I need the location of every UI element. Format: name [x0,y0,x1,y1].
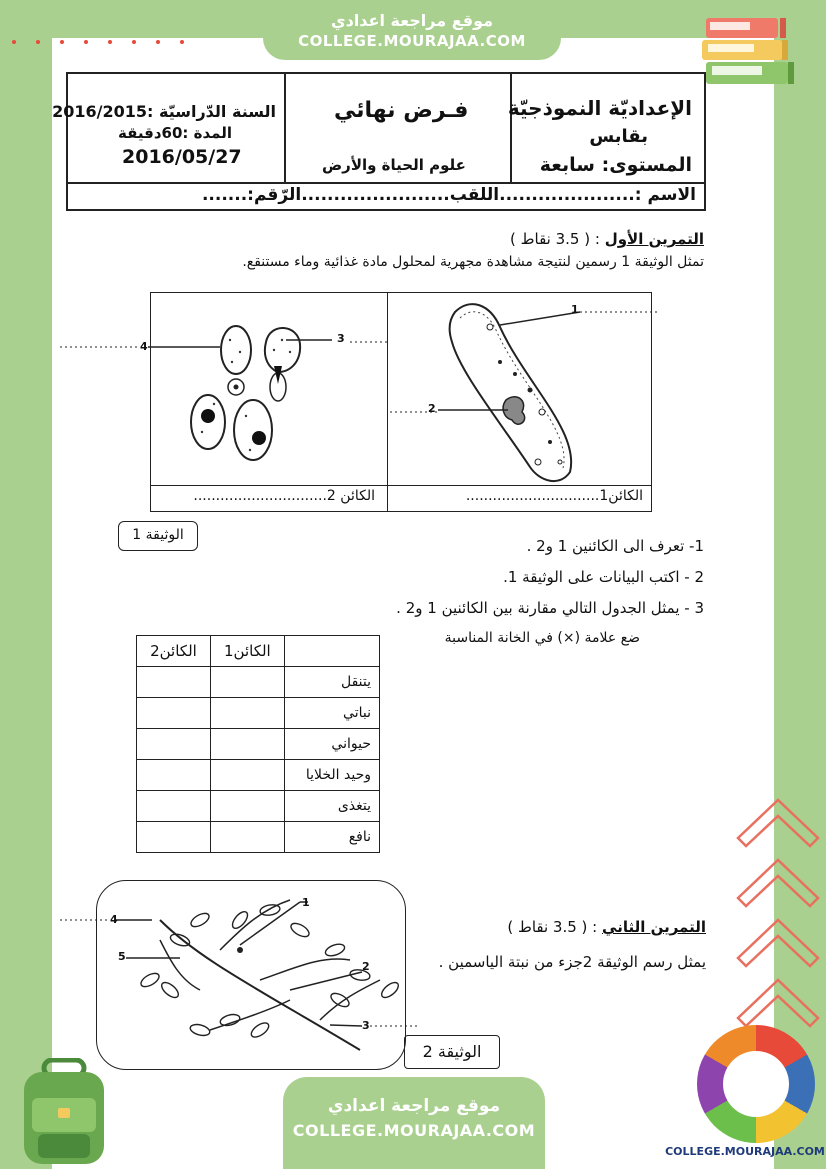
school-level: المستوى: سابعة [539,154,692,176]
answer-cell[interactable] [210,729,284,760]
answer-cell[interactable] [137,760,211,791]
backpack-icon [14,1058,114,1166]
document1-label: الوثيقة 1 [118,521,198,551]
table-header-row [137,636,380,667]
answer-cell[interactable] [210,791,284,822]
label-3: 3 [337,332,345,345]
answer-cell[interactable] [137,791,211,822]
site-banner-top[interactable] [263,0,561,60]
table-row [137,729,380,760]
plant-label-2: 2 [362,960,370,973]
decorative-dot [60,40,64,44]
exercise1-intro: تمثل الوثيقة 1 رسمين لنتيجة مشاهدة مجهرية لمحلول مادة غذائية وماء مستنقع. [242,254,704,270]
label-4: 4 [140,340,148,353]
answer-cell[interactable] [137,667,211,698]
logo-url[interactable]: COLLEGE.MOURAJAA.COM [665,1145,825,1158]
exercise1-points: : ( 3.5 نقاط ) [510,230,600,248]
school-year: السنة الدّراسيّة :2016/2015 [52,102,276,121]
site-banner-bottom[interactable] [283,1077,545,1169]
label-2: 2 [428,402,436,415]
row-label: وحيد الخلايا [284,760,379,791]
exercise2-title: التمرين الثاني [602,918,706,936]
row-label: يتغذى [284,791,379,822]
exam-duration: المدة :60دقيقة [118,124,232,142]
decorative-dot [156,40,160,44]
decorative-dot [180,40,184,44]
student-name-line[interactable]: الاسم :.....................اللقب.......................الرّقم:....... [201,185,696,205]
decorative-dot [12,40,16,44]
answer-cell[interactable] [210,698,284,729]
site-url-bottom[interactable]: COLLEGE.MOURAJAA.COM [292,1121,536,1140]
header-info-cell [52,74,284,182]
decorative-dot [132,40,136,44]
answer-cell[interactable] [210,822,284,853]
document2-label: الوثيقة 2 [404,1035,500,1069]
decorative-dot [84,40,88,44]
jasmine-plant-drawing [60,880,420,1070]
exercise2-intro: يمثل رسم الوثيقة 2جزء من نبتة الياسمين . [438,953,706,971]
comparison-table [136,635,380,853]
site-logo-icon [697,1025,815,1143]
answer-cell[interactable] [210,760,284,791]
plant-label-4: 4 [110,913,118,926]
answer-cell[interactable] [137,729,211,760]
books-icon [696,10,806,96]
table-row [137,791,380,822]
answer-cell[interactable] [210,667,284,698]
school-city: بقابس [589,126,648,147]
organism2-caption: الكائن 2.............................. [193,488,375,504]
site-name: موقع مراجعة اعدادي [330,11,494,30]
question2: 2 - اكتب البيانات على الوثيقة 1. [503,568,704,586]
table-row [137,760,380,791]
exercise1-heading [510,230,704,248]
paramecium-outline [450,304,572,481]
row-label: نباتي [284,698,379,729]
answer-cell[interactable] [137,698,211,729]
organism1-caption: الكائن1.............................. [465,488,643,504]
site-name-bottom: موقع مراجعة اعدادي [327,1096,501,1116]
answer-cell[interactable] [137,822,211,853]
row-label: حيواني [284,729,379,760]
school-name: الإعداديّة النموذجيّة [507,96,692,120]
decorative-dot [108,40,112,44]
header-school-cell [507,74,706,182]
table-row [137,822,380,853]
exam-date: 2016/05/27 [122,146,242,168]
table-header-organism2: الكائن2 [137,636,211,667]
exam-header [52,72,706,211]
plant-label-3: 3 [362,1019,370,1032]
question3-instruction: ضع علامة (×) في الخانة المناسبة [444,630,640,646]
question1: 1- تعرف الى الكائنين 1 و2 . [526,537,704,555]
table-row [137,667,380,698]
row-label: يتنقل [284,667,379,698]
table-header-empty [284,636,379,667]
row-label: نافع [284,822,379,853]
table-row [137,698,380,729]
decorative-dots [12,40,202,54]
plant-label-5: 5 [118,950,126,963]
site-url[interactable]: COLLEGE.MOURAJAA.COM [298,32,526,50]
question3: 3 - يمثل الجدول التالي مقارنة بين الكائنين 1 و2 . [396,599,704,617]
student-info-row [68,182,704,213]
header-title-cell [284,74,510,182]
exam-title: فـرض نهائي [334,98,469,123]
exercise2-heading [507,918,706,936]
label-1: 1 [571,303,579,316]
plant-label-1: 1 [302,896,310,909]
decorative-dot [36,40,40,44]
exercise1-title: التمرين الأول [604,230,704,248]
table-header-organism1: الكائن1 [210,636,284,667]
subject-name: علوم الحياة والأرض [322,156,466,174]
chevron-up-icon [732,790,822,1040]
exercise2-points: : ( 3.5 نقاط ) [507,918,598,936]
organism-drawings [60,292,660,492]
